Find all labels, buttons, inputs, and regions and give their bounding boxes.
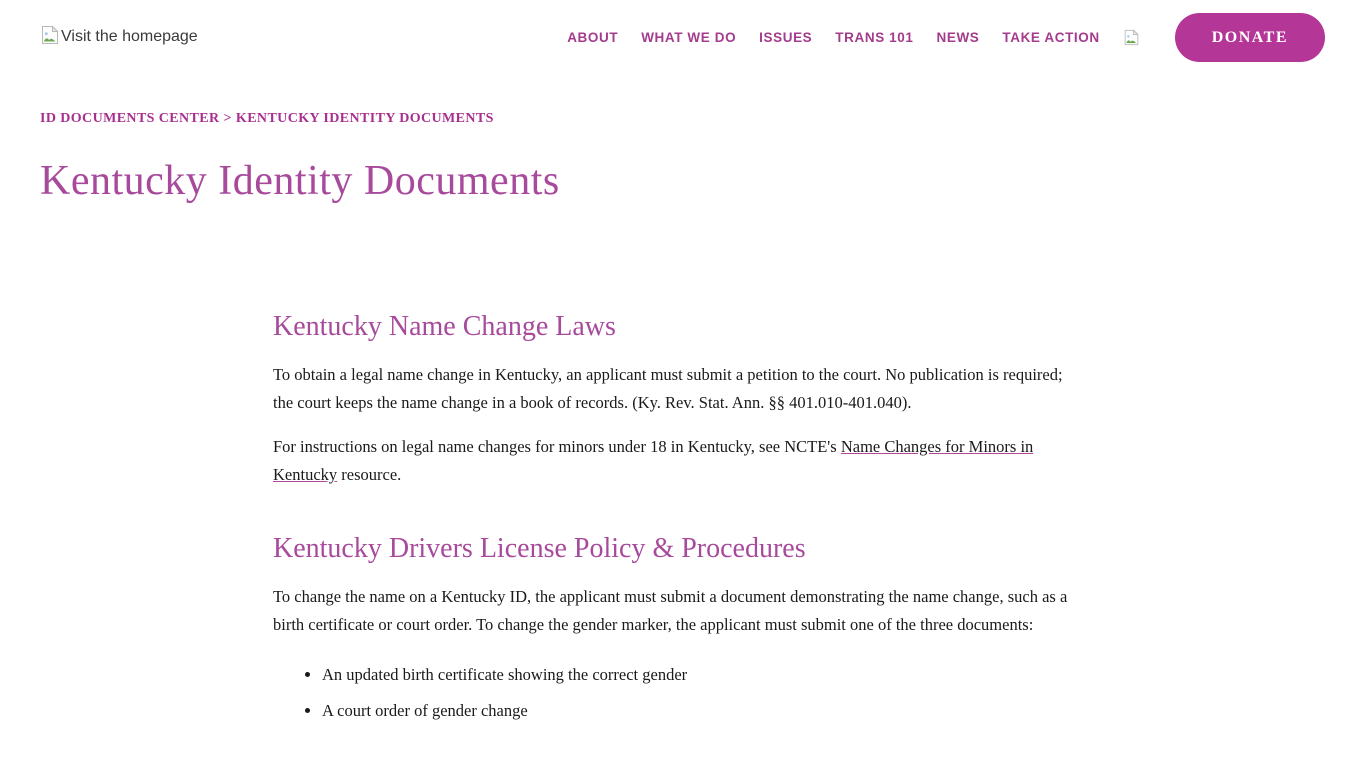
paragraph-drivers-license: To change the name on a Kentucky ID, the applicant must submit a document demonstrating the name change, such as a birth certificate or court order. To change the gender marker, the applicant must submit one of the three documents: [273, 587, 1068, 634]
paragraph-name-change: To obtain a legal name change in Kentucky, an applicant must submit a petition to the court. No publication is required; the court keeps the name change in a book of records. (Ky. Rev. Stat. Ann. §§ 401.010-401.040). [273, 365, 1063, 412]
link-name-changes-for-minors[interactable]: Name Changes for Minors in Kentucky [273, 437, 1034, 484]
broken-image-icon [40, 25, 60, 50]
breadcrumb [40, 111, 1366, 127]
nav-item-news[interactable]: NEWS [936, 29, 980, 45]
nav-item-issues[interactable]: ISSUES [759, 29, 813, 45]
list-item: • A court order of gender change [322, 697, 1085, 725]
nav-item-what-we-do[interactable]: WHAT WE DO [641, 29, 737, 45]
logo-alt-text: Visit the homepage [61, 28, 198, 45]
breadcrumb-current-page: KENTUCKY IDENTITY DOCUMENTS [235, 111, 494, 126]
nav-item-trans-101[interactable]: TRANS 101 [835, 29, 914, 45]
donate-button[interactable]: DONATE [1175, 13, 1325, 62]
homepage-link[interactable] [40, 25, 198, 50]
main-nav [567, 13, 1325, 62]
nav-item-about[interactable]: ABOUT [567, 29, 619, 45]
section-heading-name-change-laws: Kentucky Name Change Laws [273, 311, 616, 342]
gender-marker-document-list [273, 661, 1085, 725]
site-header [0, 0, 1366, 74]
page-title: Kentucky Identity Documents [40, 158, 560, 204]
search-button[interactable] [1123, 29, 1140, 46]
nav-item-take-action[interactable]: TAKE ACTION [1002, 29, 1100, 45]
article-content [273, 311, 1085, 725]
breadcrumb-id-documents-center[interactable]: ID DOCUMENTS CENTER [40, 111, 220, 126]
paragraph-minors [273, 433, 1085, 489]
breadcrumb-separator: > [223, 111, 232, 126]
broken-image-icon [1123, 29, 1140, 46]
paragraph-minors-text: For instructions on legal name changes for minors under 18 in Kentucky, see NCTE's [273, 437, 841, 456]
section-heading-drivers-license: Kentucky Drivers License Policy & Procedures [273, 533, 806, 564]
list-item: • An updated birth certificate showing the correct gender [322, 661, 1085, 689]
paragraph-minors-text-after: resource. [337, 465, 402, 484]
